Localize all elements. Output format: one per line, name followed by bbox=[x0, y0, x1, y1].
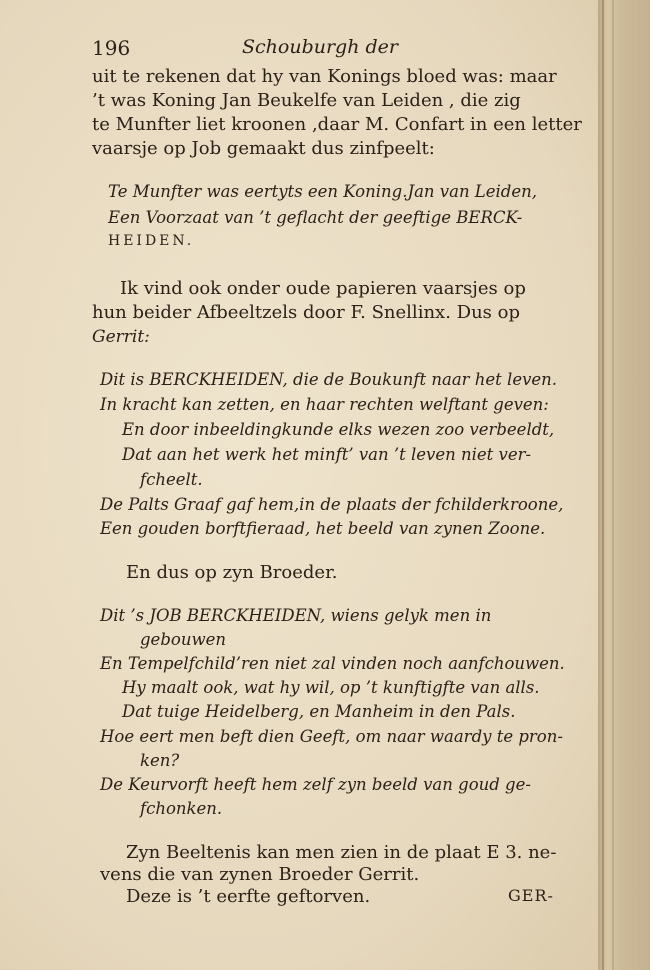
verse-line: En Tempelfchild’ren niet zal vinden noch aanfchouwen. bbox=[100, 654, 565, 673]
verse-line: ken? bbox=[140, 751, 180, 770]
running-title: Schouburgh der bbox=[242, 36, 398, 58]
text-line: Ik vind ook onder oude papieren vaarsjes op bbox=[120, 278, 526, 299]
text-line: uit te rekenen dat hy van Konings bloed was: maar bbox=[92, 66, 557, 87]
text-line: Gerrit: bbox=[92, 327, 150, 347]
text-line: hun beider Afbeeltzels door F. Snellinx. Dus op bbox=[92, 302, 520, 323]
verse-line: Dit is BERCKHEIDEN, die de Boukunft naar het leven. bbox=[100, 370, 558, 389]
verse-line: fcheelt. bbox=[140, 470, 203, 489]
verse-line: Hy maalt ook, wat hy wil, op ’t kunftigfte van alls. bbox=[122, 678, 540, 697]
catchword: GER- bbox=[508, 886, 554, 905]
verse-line: Hoe eert men beft dien Geeft, om naar waardy te pron- bbox=[100, 727, 563, 746]
verse-line: HEIDEN. bbox=[108, 233, 195, 249]
verse-line: fchonken. bbox=[140, 799, 223, 818]
verse-line: Een gouden borftfieraad, het beeld van zynen Zoone. bbox=[100, 519, 546, 538]
verse-line: Dat tuige Heidelberg, en Manheim in den Pals. bbox=[122, 702, 516, 721]
verse-line: Een Voorzaat van ’t geflacht der geeftige BERCK- bbox=[108, 208, 523, 227]
verse-line: In kracht kan zetten, en haar rechten welftant geven: bbox=[100, 395, 549, 414]
page-edge bbox=[598, 0, 650, 970]
verse-line: Dat aan het werk het minft’ van ’t leven niet ver- bbox=[122, 445, 532, 464]
paragraph-3: En dus op zyn Broeder. bbox=[126, 562, 338, 583]
text-line: te Munfter liet kroonen ,daar M. Confart in een letter bbox=[92, 114, 582, 135]
text-line: vaarsje op Job gemaakt dus zinfpeelt: bbox=[92, 138, 435, 159]
text-line: vens die van zynen Broeder Gerrit. bbox=[100, 864, 420, 885]
verse-line: De Keurvorft heeft hem zelf zyn beeld van goud ge- bbox=[100, 775, 531, 794]
page-number: 196 bbox=[92, 36, 131, 60]
verse-line: De Palts Graaf gaf hem,in de plaats der fchilderkroone, bbox=[100, 495, 564, 514]
verse-line: Dit ’s JOB BERCKHEIDEN, wiens gelyk men in bbox=[100, 606, 492, 625]
text-line: Deze is ’t eerfte geftorven. bbox=[126, 886, 371, 907]
verse-line: En door inbeeldingkunde elks wezen zoo verbeeldt, bbox=[122, 420, 555, 439]
verse-line: gebouwen bbox=[140, 630, 226, 649]
text-line: Zyn Beeltenis kan men zien in de plaat E 3. ne- bbox=[126, 842, 557, 863]
text-line: ’t was Koning Jan Beukelfe van Leiden , die zig bbox=[92, 90, 521, 111]
verse-line: Te Munfter was eertyts een Koning.Jan van Leiden, bbox=[108, 182, 538, 201]
